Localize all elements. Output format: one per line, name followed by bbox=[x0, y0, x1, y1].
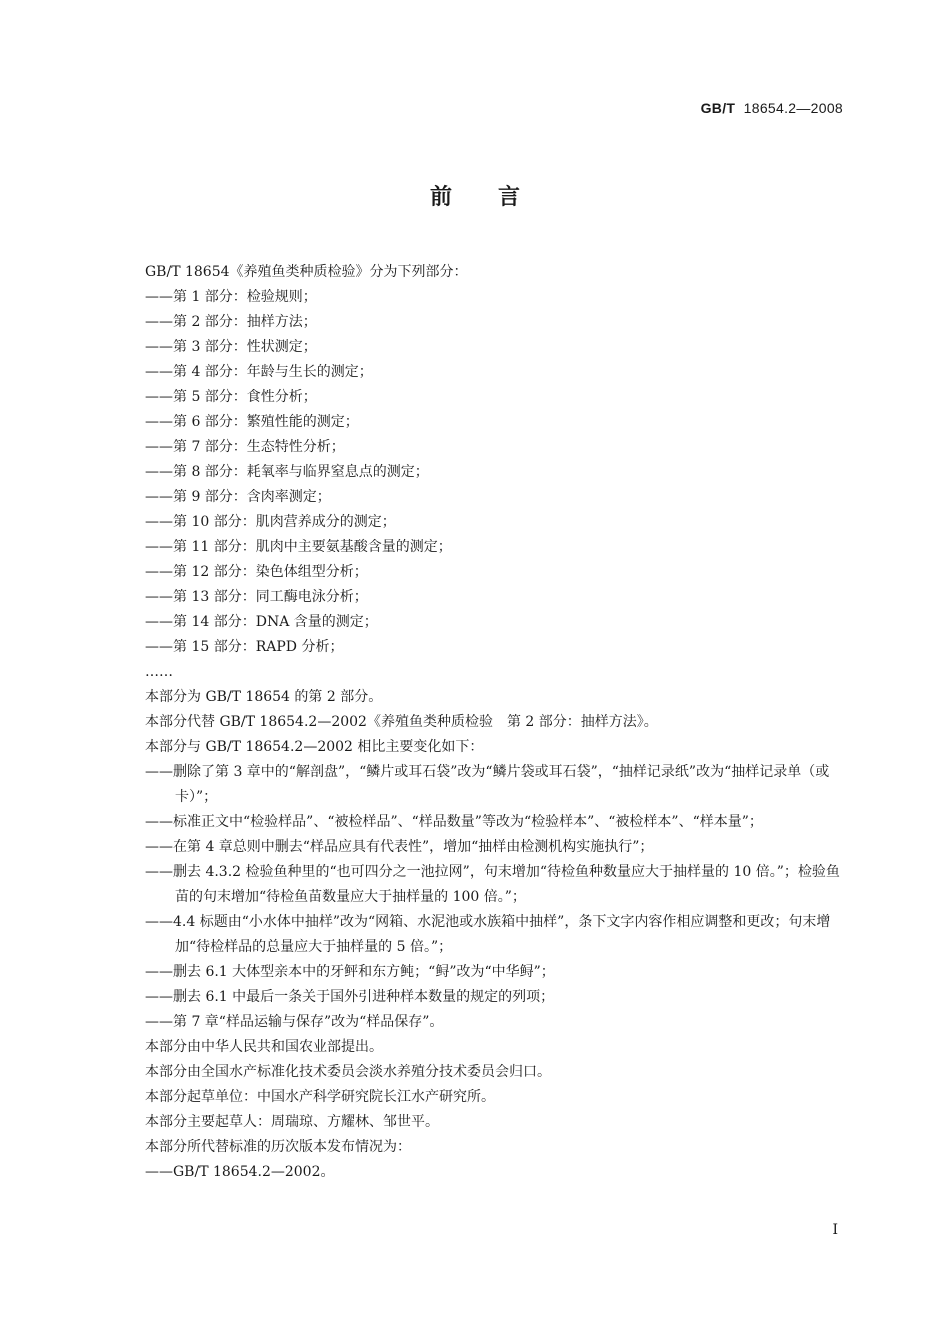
text-line: ——GB/T 18654.2—2002。 bbox=[145, 1164, 335, 1180]
text-line: ——第 4 部分：年龄与生长的测定； bbox=[145, 364, 373, 380]
text-line: …… bbox=[145, 664, 173, 680]
change-item: ——4.4 标题由“小水体中抽样”改为“网箱、水泥池或水族箱中抽样”，条下文字内容作相应调整和更改；句末增加“待检样品的总量应大于抽样量的 5 倍。”； bbox=[145, 914, 831, 955]
text-line: 本部分为 GB/T 18654 的第 2 部分。 bbox=[145, 689, 383, 705]
text-line: 本部分所代替标准的历次版本发布情况为： bbox=[145, 1139, 411, 1155]
text-line: ——第 13 部分：同工酶电泳分析； bbox=[145, 589, 368, 605]
text-line: ——第 11 部分：肌肉中主要氨基酸含量的测定； bbox=[145, 539, 452, 555]
text-line: ——第 2 部分：抽样方法； bbox=[145, 314, 317, 330]
text-line: 本部分由中华人民共和国农业部提出。 bbox=[145, 1039, 383, 1055]
text-line: ——第 14 部分：DNA 含量的测定； bbox=[145, 614, 378, 630]
page-title: 前言 bbox=[429, 185, 566, 210]
text-line: ——第 8 部分：耗氧率与临界窒息点的测定； bbox=[145, 464, 429, 480]
standard-number: 18654.2—2008 bbox=[743, 100, 843, 116]
change-item: ——标准正文中“检验样品”、“被检样品”、“样品数量”等改为“检验样本”、“被检样本”、“样本量”； bbox=[145, 814, 763, 830]
change-item: ——第 7 章“样品运输与保存”改为“样品保存”。 bbox=[145, 1014, 444, 1030]
text-line: ——第 5 部分：食性分析； bbox=[145, 389, 317, 405]
change-item: ——删除了第 3 章中的“解剖盘”，“鳞片或耳石袋”改为“鳞片袋或耳石袋”，“抽样记录纸”改为“抽样记录单（或卡）”； bbox=[145, 764, 830, 805]
text-line: ——第 12 部分：染色体组型分析； bbox=[145, 564, 368, 580]
change-item: ——删去 4.3.2 检验鱼种里的“也可四分之一池拉网”，句末增加“待检鱼种数量应大于抽样量的 10 倍。”；检验鱼苗的句末增加“待检鱼苗数量应大于抽样量的 100 倍。”； bbox=[145, 864, 840, 905]
standard-prefix: GB/T bbox=[700, 100, 736, 116]
page-number: I bbox=[832, 1222, 838, 1238]
text-line: 本部分起草单位：中国水产科学研究院长江水产研究所。 bbox=[145, 1089, 495, 1105]
change-item: ——删去 6.1 中最后一条关于国外引进种样本数量的规定的列项； bbox=[145, 989, 555, 1005]
text-line: GB/T 18654《养殖鱼类种质检验》分为下列部分： bbox=[145, 264, 468, 280]
text-line: ——第 9 部分：含肉率测定； bbox=[145, 489, 331, 505]
change-list bbox=[145, 760, 845, 1035]
closing-lines bbox=[145, 1035, 845, 1185]
text-line: ——第 7 部分：生态特性分析； bbox=[145, 439, 345, 455]
text-line: ——第 1 部分：检验规则； bbox=[145, 289, 317, 305]
body-text bbox=[145, 260, 845, 1185]
text-line: ——第 10 部分：肌肉营养成分的测定； bbox=[145, 514, 396, 530]
text-line: ——第 15 部分：RAPD 分析； bbox=[145, 639, 344, 655]
text-line: 本部分代替 GB/T 18654.2—2002《养殖鱼类种质检验 第 2 部分：抽样方法》。 bbox=[145, 714, 658, 730]
text-line: ——第 6 部分：繁殖性能的测定； bbox=[145, 414, 359, 430]
standard-code bbox=[701, 100, 843, 116]
change-item: ——在第 4 章总则中删去“样品应具有代表性”，增加“抽样由检测机构实施执行”； bbox=[145, 839, 654, 855]
text-line: ——第 3 部分：性状测定； bbox=[145, 339, 317, 355]
change-item: ——删去 6.1 大体型亲本中的牙鲆和东方鲀；“鲟”改为“中华鲟”； bbox=[145, 964, 555, 980]
intro-lines bbox=[145, 260, 845, 760]
text-line: 本部分由全国水产标准化技术委员会淡水养殖分技术委员会归口。 bbox=[145, 1064, 551, 1080]
text-line: 本部分主要起草人：周瑞琼、方耀林、邹世平。 bbox=[145, 1114, 439, 1130]
text-line: 本部分与 GB/T 18654.2—2002 相比主要变化如下： bbox=[145, 739, 484, 755]
